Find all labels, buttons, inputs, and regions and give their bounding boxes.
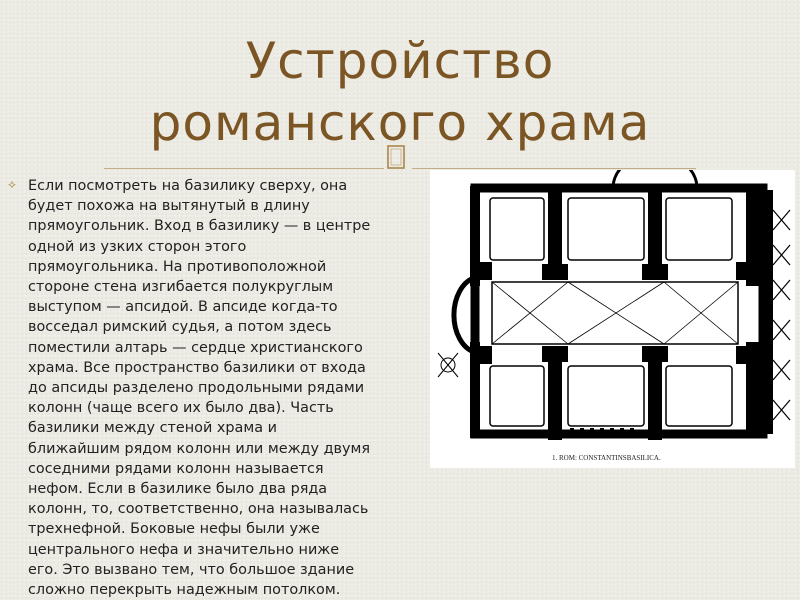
bullet-text-line: колонн (чаще всего их было два). Часть bbox=[28, 400, 334, 417]
bullet-text-line: выступом — апсидой. В апсиде когда-то bbox=[28, 299, 338, 316]
bullet-text-line: соседними рядами колонн называется bbox=[28, 460, 324, 477]
bullet-text-line: его. Это вызвано тем, что большое здание bbox=[28, 561, 355, 578]
bullet-text-line: прямоугольник. Вход в базилику — в центре bbox=[28, 218, 371, 235]
bullet-text-line: Если посмотреть на базилику сверху, она bbox=[28, 178, 348, 194]
bullet-text-line: трехнефной. Боковые нефы были уже bbox=[28, 521, 320, 538]
ornament-icon bbox=[384, 144, 410, 170]
bullet-text-line: нефом. Если в базилике было два ряда bbox=[28, 481, 328, 498]
bullet-text-line: поместили алтарь — сердце христианского bbox=[28, 339, 363, 356]
bullet-text-line: ближайшим рядом колонн или между двумя bbox=[28, 440, 371, 457]
bullet-text-line: до апсиды разделено продольными рядами bbox=[28, 380, 365, 397]
title-line-1: Устройство bbox=[245, 32, 555, 90]
bullet-text-line: будет похожа на вытянутый в длину bbox=[28, 198, 310, 215]
title-divider-right bbox=[412, 168, 696, 169]
bullet-text-line: сложно перекрыть надежным потолком. bbox=[28, 582, 341, 599]
bullet-icon: ⟡ bbox=[8, 177, 16, 191]
bullet-text-line: прямоугольника. На противоположной bbox=[28, 258, 327, 275]
slide-title bbox=[0, 30, 800, 154]
bullet-text-line: храма. Все пространство базилики от входа bbox=[28, 359, 366, 376]
figure-caption: 1. ROM: CONSTANTINSBASILICA. bbox=[552, 454, 661, 462]
bullet-text-line: колонн, то, соответственно, она называлась bbox=[28, 501, 369, 518]
bullet-text-line: центрального нефа и значительно ниже bbox=[28, 541, 340, 558]
bullet-text-line: одной из узких сторон этого bbox=[28, 238, 247, 255]
bullet-text-line: стороне стена изгибается полукруглым bbox=[28, 279, 334, 296]
basilica-floor-plan-image bbox=[430, 170, 795, 468]
title-divider-left bbox=[104, 168, 384, 169]
bullet-text-line: базилики между стеной храма и bbox=[28, 420, 277, 437]
title-line-2: романского храма bbox=[149, 94, 651, 152]
bullet-paragraph bbox=[28, 176, 428, 600]
bullet-text-line: восседал римский судья, а потом здесь bbox=[28, 319, 332, 336]
